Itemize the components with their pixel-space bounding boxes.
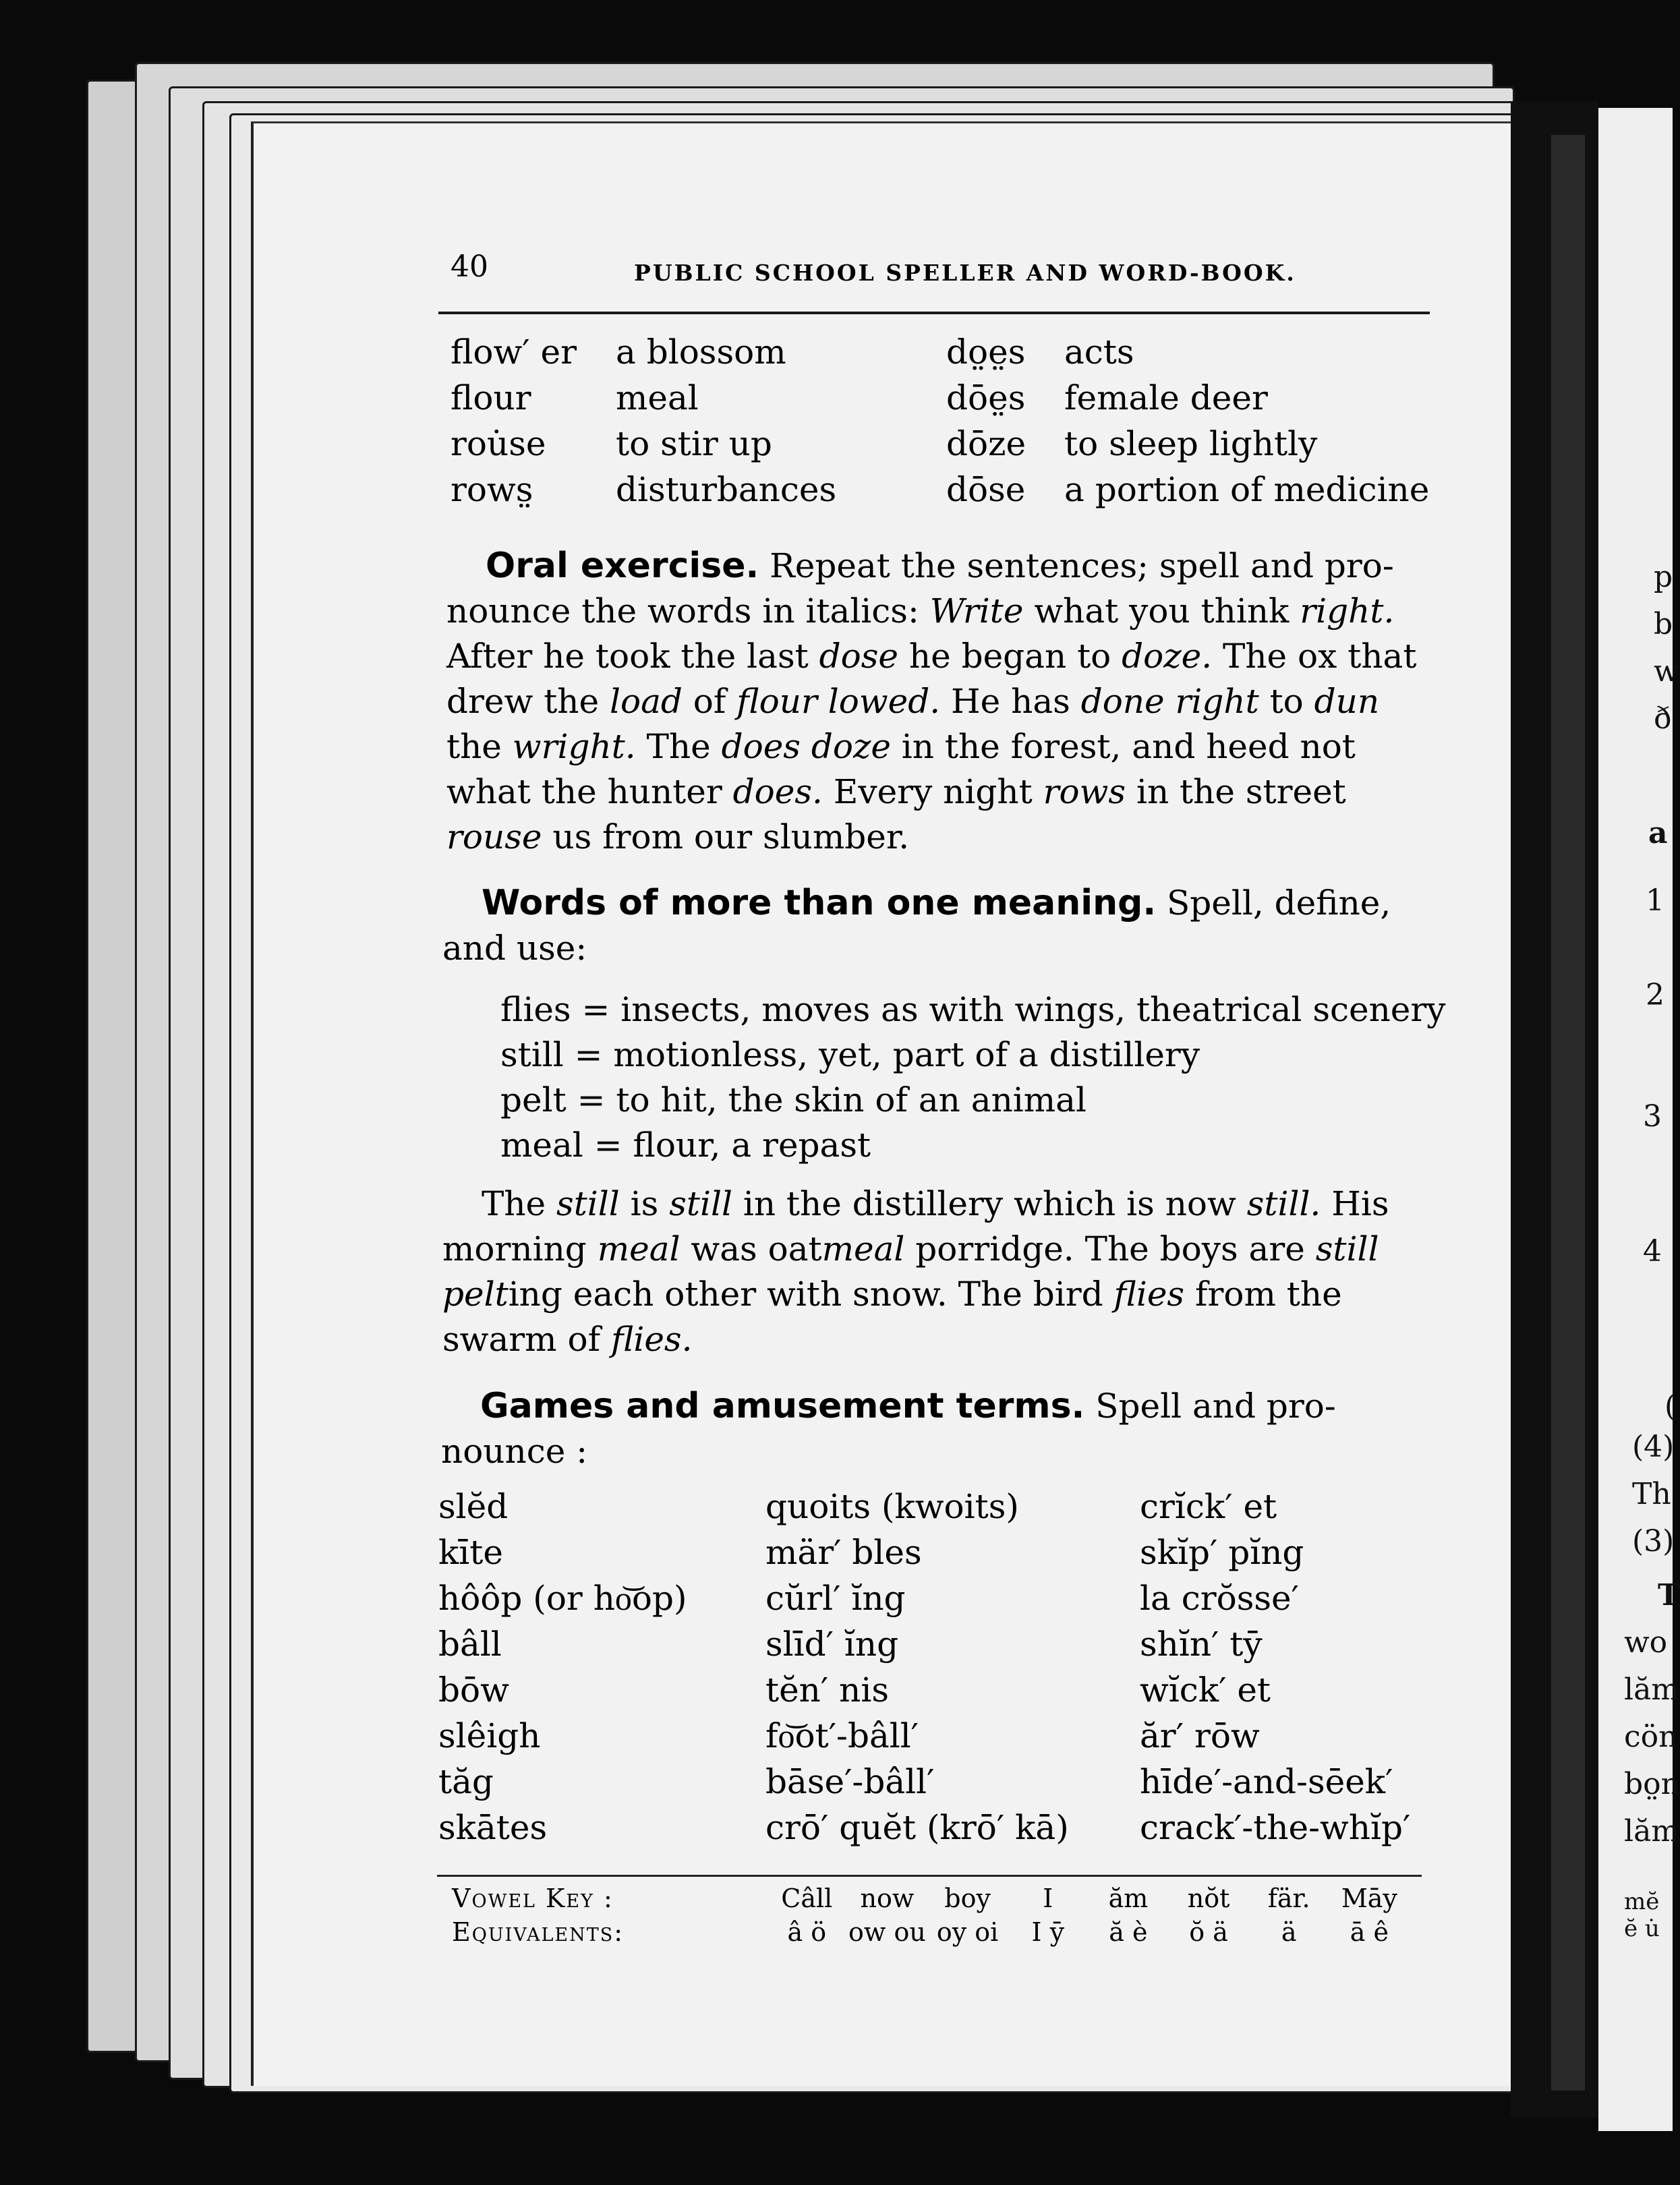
word: tăg [438,1762,494,1801]
table-row [438,1759,1423,1805]
equivalent-item: oy oi [936,1917,999,1947]
italic-word: meal [821,1229,905,1269]
italic-word: still [669,1184,732,1223]
italic-word: right. [1300,591,1395,631]
facing-page-fragment: ĕ u̇ [1624,1915,1660,1942]
facing-page-fragment: 2 [1646,978,1664,1012]
paragraph-text: drew the [446,682,610,721]
paragraph-text: nounce the words in italics: [446,591,930,631]
facing-page-fragment: lăm [1624,1672,1680,1707]
paragraph-text: in the street [1126,772,1346,811]
paragraph-text: in the forest, and heed not [890,727,1356,766]
vowel-key-item: nŏt [1187,1884,1230,1913]
list-item: pelt = to hit, the skin of an animal [500,1080,1087,1119]
facing-page-fragment: mĕ [1624,1888,1660,1915]
word: skĭp′ pĭng [1140,1533,1304,1572]
equivalent-item: â ö [787,1917,827,1947]
word: slīd′ ĭng [765,1625,899,1664]
games-word-table [438,1484,1423,1851]
word: flour [451,378,531,417]
paragraph-text: He has [940,682,1081,721]
paragraph-text: what you think [1023,591,1300,631]
table-row [451,421,1429,467]
equivalent-item: ä [1281,1917,1297,1947]
word: crō′ quĕt (krō′ kā) [765,1808,1069,1847]
vowel-key-item: boy [944,1884,991,1913]
word: slĕd [438,1487,509,1526]
word: crĭck′ et [1140,1487,1277,1526]
word: quoits (kwoits) [765,1487,1019,1526]
paragraph-text: porridge. The boys are [904,1229,1316,1269]
list-item: still = motionless, yet, part of a distillery [500,1035,1200,1074]
table-row [438,1805,1423,1851]
italic-word: still. [1246,1184,1321,1223]
footer-rule [437,1875,1422,1877]
equivalent-item: ă è [1109,1917,1148,1947]
italic-word: dun [1314,682,1380,721]
table-row [438,1713,1423,1759]
vowel-key-row [452,1882,1410,1915]
gutter-shadow [1551,135,1585,2091]
italic-word: does. [732,772,823,811]
paragraph-text: to [1258,682,1314,721]
word: la crŏsse′ [1140,1579,1299,1618]
paragraph-text: Spell, define, [1156,883,1391,923]
section-heading: Games and amusement terms. [480,1386,1085,1426]
facing-page-fragment: a [1648,816,1668,850]
word: cŭrl′ ĭng [765,1579,906,1618]
facing-page-fragment: 3 [1643,1099,1662,1134]
word: hôôp (or ho͝op) [438,1579,687,1618]
italic-word: rouse [446,817,542,856]
oral-exercise-paragraph [446,544,1424,860]
facing-page-fragment: p [1654,560,1673,594]
table-row [451,375,1429,421]
page-number: 40 [451,250,488,284]
definition: female deer [1064,378,1268,417]
italic-word: still [1315,1229,1379,1269]
facing-page-fragment: w [1654,654,1679,689]
section-heading: Words of more than one meaning. [482,883,1157,923]
vowel-key-item: ăm [1108,1884,1149,1913]
paragraph-text: of [682,682,737,721]
facing-page-fragment: ( [1664,1389,1677,1424]
section-heading: Oral exercise. [486,546,759,586]
paragraph-text: Spell and pro- [1084,1387,1336,1426]
facing-page-fragment: lăm [1624,1814,1680,1848]
italic-word: dose [819,637,898,676]
paragraph-text: in the distillery which is now [732,1184,1247,1223]
definition-list [500,987,1446,1168]
word: slêigh [438,1716,541,1755]
word: mär′ bles [765,1533,922,1572]
italic-word: load [609,682,683,721]
italic-word: doze. [1122,637,1213,676]
paragraph-text: After he took the last [446,637,819,676]
paragraph-text: ing each other with snow. The bird [508,1275,1114,1314]
facing-page-fragment: 4 [1643,1234,1662,1269]
italic-word: rows [1043,772,1126,811]
word: fo͝ot′-bâll′ [765,1716,919,1755]
equivalent-item: ŏ ä [1189,1917,1228,1947]
facing-page-fragment: bo̤n [1624,1767,1680,1801]
definition: disturbances [616,470,837,509]
paragraph-text: The [482,1184,557,1223]
games-section-intro [441,1384,1424,1474]
italic-word: still [556,1184,620,1223]
vowel-key-item: I [1043,1884,1053,1913]
definition: meal [616,378,699,417]
paragraph-text: what the hunter [446,772,733,811]
table-row [438,1667,1423,1713]
homophone-table [451,329,1429,513]
header-rule [438,312,1430,314]
word: flow′ er [451,332,577,372]
paragraph-text: us from our slumber. [542,817,910,856]
vowel-key-item: Câll [781,1884,833,1913]
definition: to sleep lightly [1064,424,1318,463]
definition: a blossom [616,332,786,372]
paragraph-text: The [635,727,722,766]
meaning-example-paragraph [442,1182,1424,1362]
equivalents-row [452,1915,1410,1949]
facing-page-fragment: Th [1632,1477,1671,1511]
word: shĭn′ tȳ [1140,1625,1263,1664]
word: do̤e̤s [946,332,1026,372]
paragraph-text: Repeat the sentences; spell and pro- [759,546,1394,585]
paragraph-text: Every night [822,772,1043,811]
equivalent-item: ow ou [848,1917,926,1947]
paragraph-text: morning [442,1229,598,1269]
italic-word: meal [597,1229,680,1269]
word: tĕn′ nis [765,1670,889,1710]
italic-word: flies. [610,1320,693,1359]
word: rows̤ [451,470,533,509]
table-row [451,329,1429,375]
list-item: meal = flour, a repast [500,1126,871,1165]
paragraph-text: nounce : [441,1432,588,1471]
italic-word: pelt [442,1275,509,1314]
italic-word: done right [1080,682,1259,721]
facing-page-fragment: (3) [1632,1524,1675,1558]
running-title: PUBLIC SCHOOL SPELLER AND WORD-BOOK. [634,260,1296,286]
word: bâll [438,1625,502,1664]
paragraph-text: he began to [898,637,1122,676]
vowel-key-label: Vowel Key : [452,1884,614,1913]
word: bāse′-bâll′ [765,1762,935,1801]
facing-page-fragment: wo [1624,1625,1668,1660]
paragraph-text: the [446,727,513,766]
facing-page-fragment: cön [1624,1720,1678,1754]
paragraph-text: and use: [442,929,587,968]
word: dōse [946,470,1026,509]
equivalents-label: Equivalents: [452,1917,625,1947]
word: hīde′-and-sēek′ [1140,1762,1393,1801]
facing-page-fragment: b [1654,607,1673,641]
italic-word: flour lowed. [736,682,941,721]
italic-word: does doze [721,727,891,766]
vowel-key [452,1882,1410,1949]
italic-word: wright. [512,727,636,766]
word: skātes [438,1808,548,1847]
facing-page-fragment: 1 [1646,883,1664,918]
paragraph-text: was oat [680,1229,822,1269]
paragraph-text: The ox that [1212,637,1417,676]
word: wĭck′ et [1140,1670,1271,1710]
definition: a portion of medicine [1064,470,1430,509]
vowel-key-item: fär. [1267,1884,1310,1913]
paragraph-text: swarm of [442,1320,611,1359]
word: bōw [438,1670,509,1710]
paragraph-text: His [1321,1184,1389,1223]
definition: to stir up [616,424,772,463]
table-row [438,1530,1423,1575]
equivalent-item: ā ê [1350,1917,1389,1947]
equivalent-item: I ȳ [1031,1917,1065,1947]
facing-page-fragment: T [1658,1578,1680,1612]
vowel-key-item: Māy [1341,1884,1397,1913]
table-row [451,467,1429,513]
multiple-meaning-section [442,881,1424,971]
word: crack′-the-whĭp′ [1140,1808,1411,1847]
word: ăr′ rōw [1140,1716,1260,1755]
word: rou̇se [451,424,546,463]
vowel-key-item: now [860,1884,915,1913]
list-item: flies = insects, moves as with wings, theatrical scenery [500,990,1446,1029]
word: dōe̤s [946,378,1026,417]
facing-page-fragment: ð [1654,701,1672,736]
word: dōze [946,424,1026,463]
table-row [438,1621,1423,1667]
italic-word: flies [1113,1275,1185,1314]
word: kīte [438,1533,503,1572]
table-row [438,1484,1423,1530]
paragraph-text: is [619,1184,670,1223]
facing-page-fragment: (4) [1632,1430,1675,1464]
definition: acts [1064,332,1134,372]
paragraph-text: from the [1184,1275,1342,1314]
italic-word: Write [929,591,1024,631]
table-row [438,1575,1423,1621]
